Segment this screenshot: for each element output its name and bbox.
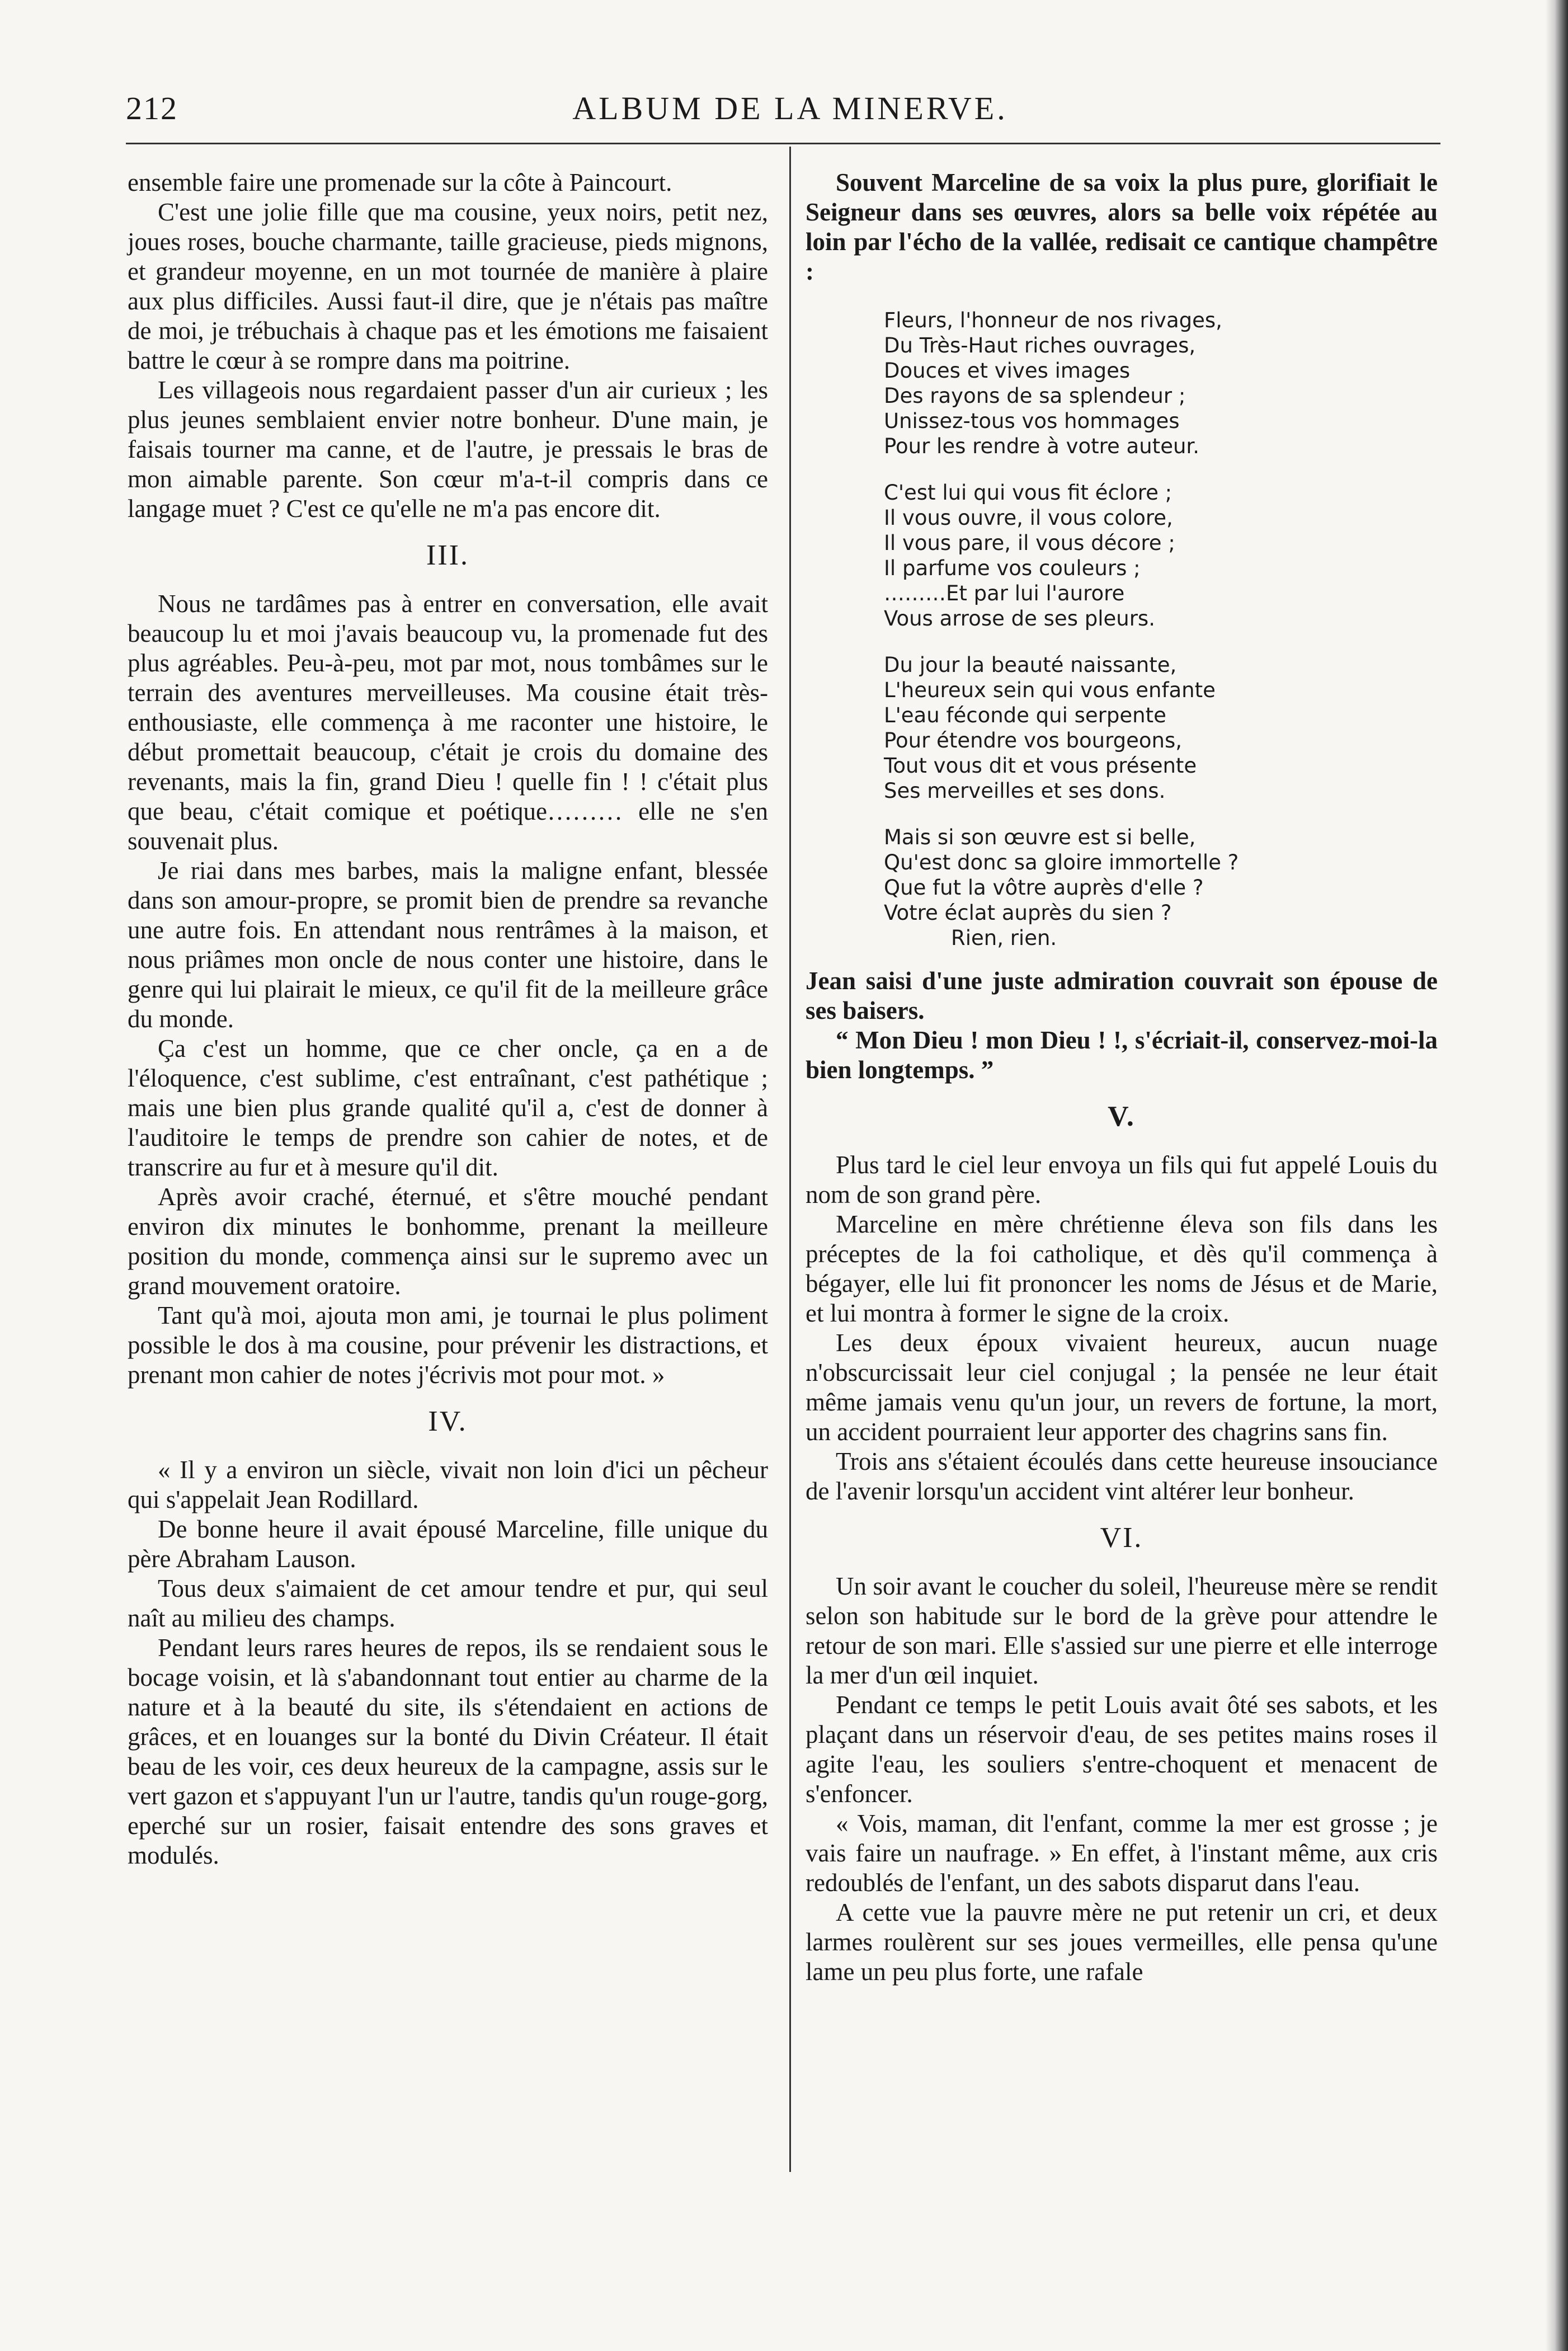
paragraph: Pendant leurs rares heures de repos, ils se rendaient sous le bocage voisin, et là s'abandonnant tout entier au charme de la nature et à la beauté du site, ils s'étendaient en actions de grâces, et en louanges sur la bonté du Divin Créateur. Il était beau de les voir, ces deux heureux de la campagne, assis sur le vert gazon et s'appuyant l'un ur l'autre, tandis qu'un rouge-gorg, eperché sur un rosier, faisait entendre des sons graves et modulés. xyxy=(128,1634,768,1869)
right-column xyxy=(806,168,1438,1987)
poem-stanza xyxy=(884,825,1438,951)
paragraph: Les villageois nous regardaient passer d'un air curieux ; les plus jeunes semblaient envier notre bonheur. D'une main, je faisais tourner ma canne, et de l'autre, je pressais le bras de mon aimable parente. Son cœur m'a-t-il compris dans ce langage muet ? C'est ce qu'elle ne m'a pas encore dit. xyxy=(128,376,768,523)
poem-line: Votre éclat auprès du sien ? xyxy=(884,901,1172,925)
page-number: 212 xyxy=(126,90,178,126)
paragraph: Jean saisi d'une juste admiration couvrait son épouse de ses baisers. xyxy=(806,967,1438,1024)
paragraph: Je riai dans mes barbes, mais la maligne enfant, blessée dans son amour-propre, se promit bien de prendre sa revanche une autre fois. En attendant nous rentrâmes à la maison, et nous priâmes mon oncle de nous conter une histoire, dans le genre qui lui plairait le mieux, ce qu'il fit de la meilleure grâce du monde. xyxy=(128,857,768,1033)
paragraph: “ Mon Dieu ! mon Dieu ! !, s'écriait-il, conservez-moi-la bien longtemps. ” xyxy=(806,1026,1438,1084)
poem-line: ………Et par lui l'aurore xyxy=(884,581,1125,605)
poem-line: Que fut la vôtre auprès d'elle ? xyxy=(884,876,1204,900)
poem-line: Vous arrose de ses pleurs. xyxy=(884,606,1155,631)
poem-line: Du Très-Haut riches ouvrages, xyxy=(884,333,1196,358)
paragraph: « Il y a environ un siècle, vivait non loin d'ici un pêcheur qui s'appelait Jean Rodillard. xyxy=(128,1456,768,1513)
poem-line: Du jour la beauté naissante, xyxy=(884,653,1177,677)
paragraph: Ça c'est un homme, que ce cher oncle, ça en a de l'éloquence, c'est sublime, c'est entraînant, c'est pathétique ; mais une bien plus grande qualité qu'il a, c'est de donner à l'auditoire le temps de prendre son cahier de notes, et de transcrire au fur et à mesure qu'il dit. xyxy=(128,1035,768,1181)
paragraph: Tant qu'à moi, ajouta mon ami, je tournai le plus poliment possible le dos à ma cousine, pour prévenir les distractions, et prenant mon cahier de notes j'écrivis mot pour mot. » xyxy=(128,1301,768,1389)
poem-line: Il parfume vos couleurs ; xyxy=(884,556,1141,580)
section-heading: V. xyxy=(1108,1101,1136,1132)
paragraph: Nous ne tardâmes pas à entrer en conversation, elle avait beaucoup lu et moi j'avais beaucoup vu, la promenade fut des plus agréables. Peu-à-peu, mot par mot, nous tombâmes sur le terrain des aventures merveilleuses. Ma cousine était très-enthousiaste, elle commença à me raconter une histoire, le début promettait beaucoup, c'était je crois du domaine des revenants, mais la fin, grand Dieu ! quelle fin ! ! c'était plus que beau, c'était comique et poétique……… elle ne s'en souvenait plus. xyxy=(128,590,768,855)
paragraph: Souvent Marceline de sa voix la plus pure, glorifiait le Seigneur dans ses œuvres, alors sa belle voix répétée au loin par l'écho de la vallée, redisait ce cantique champêtre : xyxy=(806,168,1438,285)
column-divider xyxy=(789,147,791,2172)
paragraph: A cette vue la pauvre mère ne put retenir un cri, et deux larmes roulèrent sur ses joues vermeilles, elle pensa qu'une lame un peu plus forte, une rafale xyxy=(806,1898,1438,1986)
paragraph: Un soir avant le coucher du soleil, l'heureuse mère se rendit selon son habitude sur le bord de la grève pour attendre le retour de son mari. Elle s'assied sur une pierre et elle interroge la mer d'un œil inquiet. xyxy=(806,1572,1438,1689)
poem-line: Tout vous dit et vous présente xyxy=(884,754,1197,778)
poem-line: L'eau féconde qui serpente xyxy=(884,703,1166,727)
poem-line: L'heureux sein qui vous enfante xyxy=(884,678,1216,702)
paragraph: ensemble faire une promenade sur la côte à Paincourt. xyxy=(128,168,672,196)
poem-line: Il vous pare, il vous décore ; xyxy=(884,531,1175,555)
paragraph: De bonne heure il avait épousé Marceline, fille unique du père Abraham Lauson. xyxy=(128,1515,768,1573)
paragraph: Marceline en mère chrétienne éleva son fils dans les préceptes de la foi catholique, et dès qu'il commença à bégayer, elle lui fit prononcer les noms de Jésus et de Marie, et lui montra à former le signe de la croix. xyxy=(806,1210,1438,1327)
paragraph: « Vois, maman, dit l'enfant, comme la mer est grosse ; je vais faire un naufrage. » En effet, à l'instant même, aux cris redoublés de l'enfant, un des sabots disparut dans l'eau. xyxy=(806,1809,1438,1897)
poem-stanza xyxy=(884,652,1438,803)
paragraph: Tous deux s'aimaient de cet amour tendre et pur, qui seul naît au milieu des champs. xyxy=(128,1574,768,1632)
poem-line: Ses merveilles et ses dons. xyxy=(884,779,1166,803)
poem-line: Pour les rendre à votre auteur. xyxy=(884,434,1199,458)
poem-line: Il vous ouvre, il vous colore, xyxy=(884,506,1173,530)
poem-line: Pour étendre vos bourgeons, xyxy=(884,728,1183,753)
poem-line: Douces et vives images xyxy=(884,359,1131,383)
page-edge-shadow xyxy=(1546,0,1568,2351)
poem-line: Mais si son œuvre est si belle, xyxy=(884,825,1196,849)
paragraph: Trois ans s'étaient écoulés dans cette heureuse insouciance de l'avenir lorsqu'un accident vint altérer leur bonheur. xyxy=(806,1447,1438,1505)
section-heading: IV. xyxy=(428,1405,468,1437)
poem-line: Rien, rien. xyxy=(951,926,1057,950)
page-header xyxy=(126,84,1454,134)
paragraph: Après avoir craché, éternué, et s'être mouché pendant environ dix minutes le bonhomme, prenant la meilleure position du monde, commença ainsi sur le supremo avec un grand mouvement oratoire. xyxy=(128,1183,768,1300)
poem-line: Unissez-tous vos hommages xyxy=(884,409,1180,433)
paragraph: Plus tard le ciel leur envoya un fils qui fut appelé Louis du nom de son grand père. xyxy=(806,1151,1438,1209)
paragraph: Pendant ce temps le petit Louis avait ôté ses sabots, et les plaçant dans un réservoir d'eau, de ses petites mains roses il agite l'eau, les souliers s'entre-choquent et menacent de s'enfoncer. xyxy=(806,1691,1438,1808)
header-rule xyxy=(126,143,1440,144)
section-heading: VI. xyxy=(1100,1522,1143,1554)
poem-line: Qu'est donc sa gloire immortelle ? xyxy=(884,850,1239,874)
paragraph: C'est une jolie fille que ma cousine, yeux noirs, petit nez, joues roses, bouche charmante, taille gracieuse, pieds mignons, et grandeur moyenne, en un mot tournée de manière à plaire aux plus difficiles. Aussi faut-il dire, que je n'étais pas maître de moi, je trébuchais à chaque pas et les émotions me faisaient battre le cœur à se rompre dans ma poitrine. xyxy=(128,198,768,374)
section-heading: III. xyxy=(426,539,469,571)
poem-stanza xyxy=(884,308,1438,459)
poem-line: Fleurs, l'honneur de nos rivages, xyxy=(884,308,1222,332)
poem-line: C'est lui qui vous fit éclore ; xyxy=(884,481,1173,505)
paragraph: Les deux époux vivaient heureux, aucun nuage n'obscurcissait leur ciel conjugal ; la pensée ne leur était même jamais venu qu'un jour, un revers de fortune, la mort, un accident pourraient leur apporter des chagrins sans fin. xyxy=(806,1329,1438,1446)
running-title: ALBUM DE LA MINERVE. xyxy=(572,90,1008,126)
poem-line: Des rayons de sa splendeur ; xyxy=(884,384,1186,408)
left-column xyxy=(128,168,768,1870)
poem xyxy=(884,308,1438,951)
poem-stanza xyxy=(884,480,1438,631)
